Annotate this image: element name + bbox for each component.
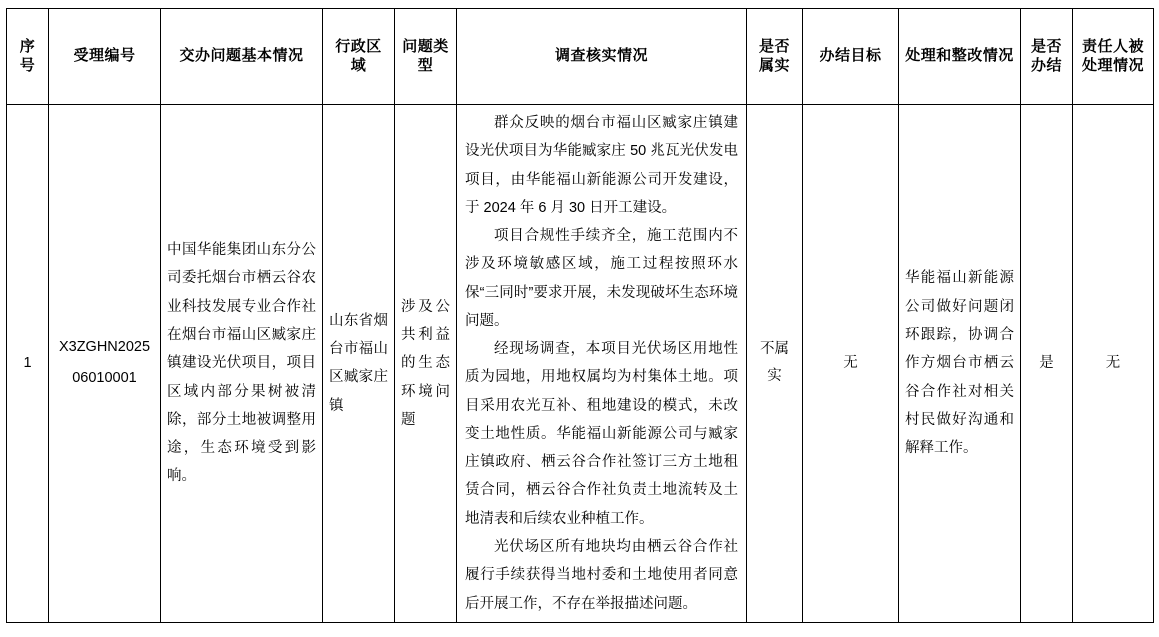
column-header-acceptance-number: 受理编号 (49, 9, 161, 105)
cell-region (323, 105, 395, 623)
basic-situation-text: 中国华能集团山东分公司委托烟台市栖云谷农业科技发展专业合作社在烟台市福山区臧家庄镇建设光伏项目，项目区域内部分果树被清除，部分土地被调整用途，生态环境受到影响。 (167, 242, 316, 485)
column-header-is-done: 是否办结 (1021, 9, 1073, 105)
cell-investigation (457, 105, 747, 623)
investigation-paragraph-4: 光伏场区所有地块均由栖云谷合作社履行手续获得当地村委和土地使用者同意后开展工作，不存在举报描述问题。 (465, 538, 738, 612)
handling-text: 华能福山新能源公司做好问题闭环跟踪，协调合作方烟台市栖云谷合作社对相关村民做好沟通和解释工作。 (905, 270, 1014, 457)
column-header-is-true: 是否属实 (747, 9, 803, 105)
investigation-paragraph-3: 经现场调查，本项目光伏场区用地性质为园地，用地权属均为村集体土地。项目采用农光互补、租地建设的模式，未改变土地性质。华能福山新能源公司与臧家庄镇政府、栖云谷合作社签订三方土地租赁合同，栖云谷合作社负责土地流转及土地清表和后续农业种植工作。 (465, 341, 738, 527)
column-header-problem-type: 问题类型 (395, 9, 457, 105)
cell-is-done: 是 (1021, 105, 1073, 623)
cell-person-punished: 无 (1073, 105, 1154, 623)
investigation-paragraph-2: 项目合规性手续齐全，施工范围内不涉及环境敏感区域，施工过程按照环水保“三同时”要求开展，未发现破坏生态环境问题。 (465, 228, 738, 329)
table-header-row (7, 9, 1154, 105)
table-row (7, 105, 1154, 623)
complaint-handling-table (6, 8, 1154, 623)
column-header-person-punished: 责任人被处理情况 (1073, 9, 1154, 105)
cell-basic-situation (161, 105, 323, 623)
cell-handling (899, 105, 1021, 623)
cell-is-true: 不属实 (747, 105, 803, 623)
problem-type-text: 涉及公共利益的生态环境问题 (401, 298, 450, 428)
column-header-goal: 办结目标 (803, 9, 899, 105)
investigation-paragraph-1: 群众反映的烟台市福山区臧家庄镇建设光伏项目为华能臧家庄 50 兆瓦光伏发电项目，由华能福山新能源公司开发建设，于 2024 年 6 月 30 日开工建设。 (465, 115, 738, 216)
cell-seq: 1 (7, 105, 49, 623)
table-header (7, 9, 1154, 105)
column-header-investigation: 调查核实情况 (457, 9, 747, 105)
cell-goal: 无 (803, 105, 899, 623)
acceptance-number-line-2: 06010001 (72, 370, 137, 387)
cell-problem-type (395, 105, 457, 623)
cell-acceptance-number (49, 105, 161, 623)
column-header-handling: 处理和整改情况 (899, 9, 1021, 105)
column-header-region: 行政区域 (323, 9, 395, 105)
column-header-basic-situation: 交办问题基本情况 (161, 9, 323, 105)
table-body (7, 105, 1154, 623)
region-text: 山东省烟台市福山区臧家庄镇 (329, 312, 388, 414)
column-header-seq: 序号 (7, 9, 49, 105)
acceptance-number-line-1: X3ZGHN2025 (58, 338, 151, 355)
